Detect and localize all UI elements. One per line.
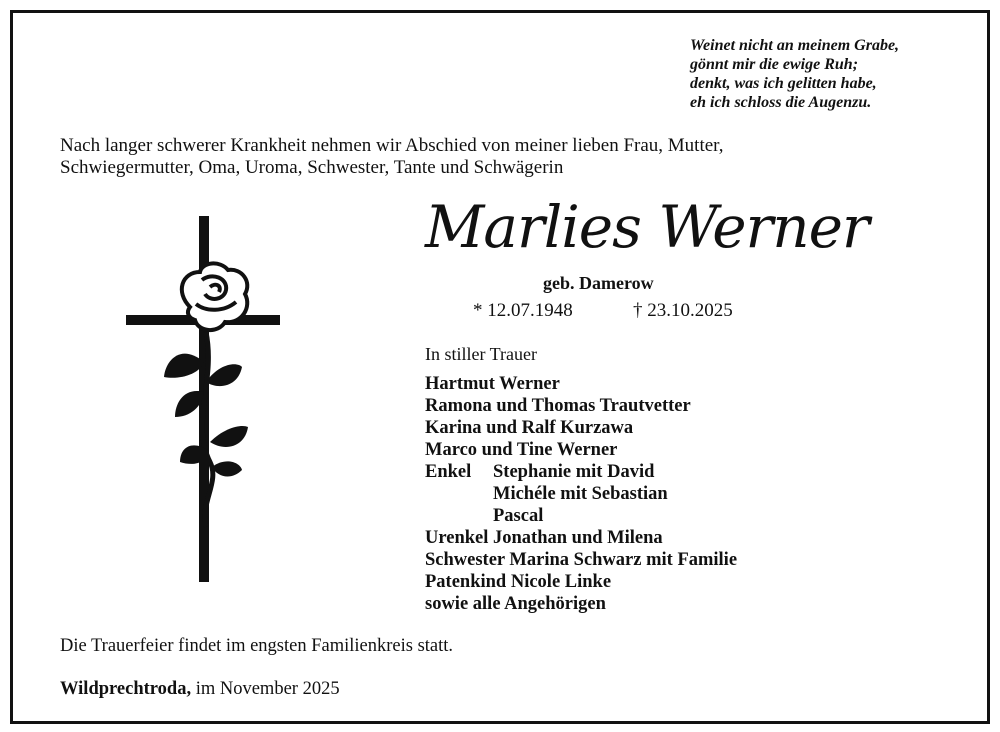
- cross-with-rose-icon: [120, 212, 285, 587]
- funeral-note: Die Trauerfeier findet im engsten Familienkreis statt.: [60, 636, 454, 656]
- month-year: im November 2025: [191, 679, 340, 699]
- mourner-name: Karina und Ralf Kurzawa: [425, 418, 634, 438]
- list-item: [425, 593, 737, 615]
- mourner-name: sowie alle Angehörigen: [425, 594, 606, 614]
- list-item: [425, 439, 737, 461]
- town-name: Wildprechtroda,: [60, 679, 192, 699]
- poem-line: denkt, was ich gelitten habe,: [690, 75, 877, 92]
- place-date: [60, 679, 340, 700]
- poem-line: Weinet nicht an meinem Grabe,: [690, 37, 900, 54]
- maiden-name: geb. Damerow: [543, 273, 654, 293]
- list-item: [425, 373, 737, 395]
- list-item: [425, 461, 737, 483]
- list-item: [425, 505, 737, 527]
- poem-line: eh ich schloss die Augenzu.: [690, 94, 872, 111]
- list-item: [425, 483, 737, 505]
- mourner-name: Pascal: [493, 506, 544, 526]
- mourner-name: Schwester Marina Schwarz mit Familie: [425, 550, 738, 570]
- deceased-name: Marlies Werner: [425, 193, 869, 261]
- list-item: [425, 527, 737, 549]
- mourner-name: Urenkel Jonathan und Milena: [425, 528, 663, 548]
- mourner-group-label: Enkel: [425, 462, 472, 482]
- list-item: [425, 417, 737, 439]
- mourner-name: Stephanie mit David: [493, 462, 655, 482]
- mourner-name: Michéle mit Sebastian: [493, 484, 668, 504]
- mourner-name: Ramona und Thomas Trautvetter: [425, 396, 691, 416]
- mourner-name: Patenkind Nicole Linke: [425, 572, 612, 592]
- poem-line: gönnt mir die ewige Ruh;: [690, 56, 859, 73]
- death-date: † 23.10.2025: [633, 300, 733, 321]
- list-item: [425, 395, 737, 417]
- poem: [690, 36, 899, 112]
- mourner-name: Hartmut Werner: [425, 374, 560, 394]
- mourners-list: [425, 373, 737, 615]
- list-item: [425, 571, 737, 593]
- list-item: [425, 549, 737, 571]
- mourning-intro: In stiller Trauer: [425, 344, 537, 364]
- birth-date: * 12.07.1948: [473, 300, 573, 321]
- intro-text: [60, 135, 724, 179]
- mourner-name: Marco und Tine Werner: [425, 440, 618, 460]
- intro-line: Nach langer schwerer Krankheit nehmen wir Abschied von meiner lieben Frau, Mutter,: [60, 135, 724, 156]
- intro-line: Schwiegermutter, Oma, Uroma, Schwester, Tante und Schwägerin: [60, 157, 564, 178]
